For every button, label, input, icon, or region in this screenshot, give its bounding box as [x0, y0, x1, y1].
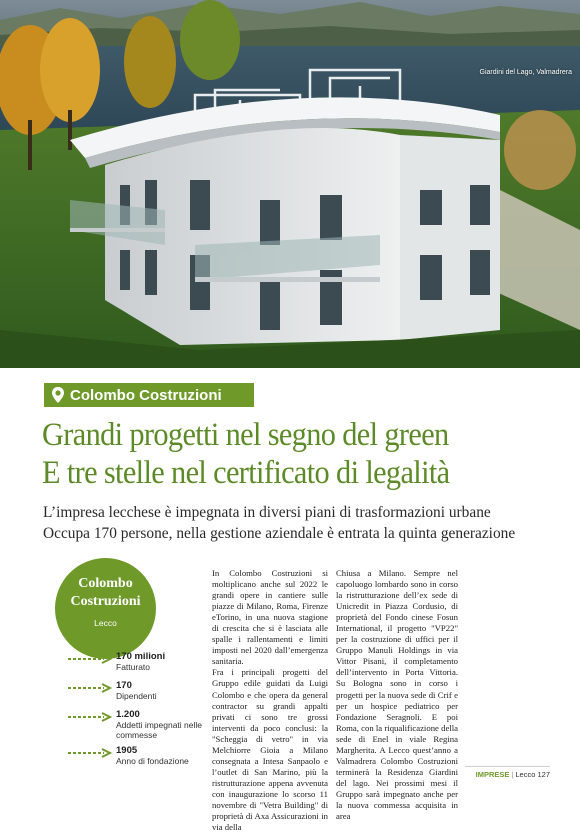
stat-founded [68, 745, 189, 766]
stat-value: 170 milioni [116, 651, 166, 662]
stat-label: Fatturato [116, 662, 151, 672]
dotted-arrow-icon [68, 654, 112, 664]
footer-section: IMPRESE [475, 770, 510, 779]
hero-photo [0, 0, 580, 368]
stat-label: Dipendenti [116, 691, 157, 701]
page-number: 127 [537, 770, 550, 779]
subheadline [43, 502, 543, 544]
stat-label: Anno di fondazione [116, 756, 189, 766]
stat-value: 170 [116, 680, 132, 691]
subheadline-line-2: Occupa 170 persone, nella gestione aziendale è entrata la quinta generazione [43, 525, 516, 542]
headline-line-1: Grandi progetti nel segno del green [42, 417, 449, 453]
dotted-arrow-icon [68, 748, 112, 758]
building-illustration [0, 0, 580, 368]
headline [42, 416, 520, 492]
stat-value: 1905 [116, 745, 138, 756]
article-paragraph: Fra i principali progetti del Gruppo edile guidati da Luigi Colombo e che opera da general contractor su grandi appalti privati ci sono tre grossi interventi da poco conclusi: la "Scheggia di vetro" in via Melchiorre Gioia a Milano consegnata a Intesa Sanpaolo e l’outlet di San Marino, più la ristrutturazione appena avvenuta con inaugurazione lo scorso 11 novembre di "Vetra Building" di proprietà di Axa Assicurazioni in via della [212, 667, 328, 833]
headline-line-2: E tre stelle nel certificato di legalità [42, 455, 450, 491]
company-badge [55, 558, 156, 659]
company-tag [44, 383, 254, 407]
footer-separator: | [511, 770, 514, 779]
page-footer [476, 770, 550, 779]
article-column-2 [336, 568, 458, 822]
photo-caption: Giardini del Lago, Valmadrera [479, 69, 572, 76]
article-paragraph: In Colombo Costruzioni si moltiplicano anche sul 2022 le grandi opere in cantiere sulle piazze di Milano, Roma, Firenze eTorino, in una nuova stagione di crescita che si è lasciata alle spalle i rallentamenti e limiti imposti nel 2020 dall’emergenza sanitaria. [212, 568, 328, 667]
dotted-arrow-icon [68, 712, 112, 722]
stat-value: 1.200 [116, 709, 140, 720]
badge-name-line-2: Costruzioni [70, 594, 141, 609]
stat-label: Addetti impegnati nelle commesse [116, 720, 203, 740]
stat-revenue [68, 651, 165, 672]
dotted-arrow-icon [68, 683, 112, 693]
location-pin-icon [50, 386, 66, 404]
article-column-1 [212, 568, 328, 833]
stat-employees [68, 680, 157, 701]
footer-place: Lecco [515, 770, 536, 779]
badge-location: Lecco [94, 618, 117, 628]
footer-rule [465, 766, 550, 767]
company-tag-label: Colombo Costruzioni [70, 386, 222, 404]
badge-name-line-1: Colombo [78, 576, 133, 591]
stat-workers [68, 709, 208, 740]
article-paragraph: Chiusa a Milano. Sempre nel capoluogo lombardo sono in corso la ristrutturazione dell’ex sede di Unicredit in Piazza Cordusio, di proprietà del Fondo cinese Fosun International, il progetto "VP22" per la costruzione di uffici per il Gruppo Manuli Holdings in via Vittor Pisani, il completamento dell’intervento in Porta Vittoria. Su Bologna sono in corso i progetti per la nuova sede di Crif e per un hospice pediatrico per Fondazione Seragnoli. E poi Roma, con la riqualificazione della sede di Enel in viale Regina Margherita. A Lecco quest’anno a Valmadrera Colombo Costruzioni terminerà la Residenza Giardini del lago. Nei prossimi mesi il Gruppo sarà impegnato anche per la nuova commessa acquisita in area [336, 568, 458, 822]
subheadline-line-1: L’impresa lecchese è impegnata in diversi piani di trasformazioni urbane [43, 504, 491, 521]
